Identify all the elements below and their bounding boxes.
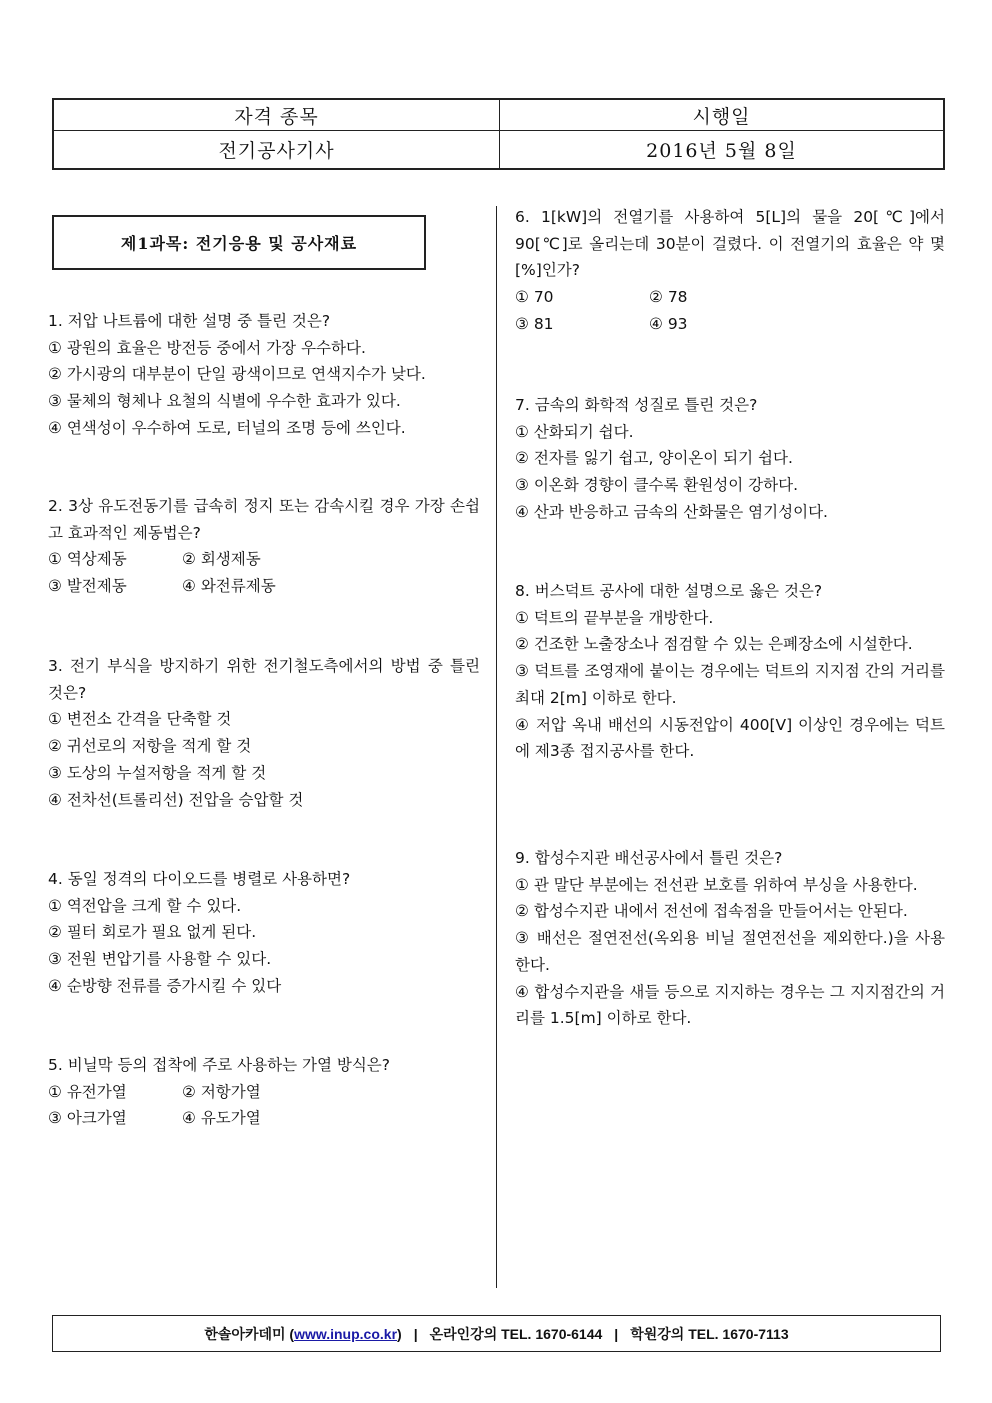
footer-academy <box>204 1324 401 1344</box>
options-grid <box>515 284 945 337</box>
option-4: ④ 순방향 전류를 증가시킬 수 있다 <box>48 976 282 995</box>
option-2: ② 회생제동 <box>182 550 261 569</box>
option-2: ② 저항가열 <box>182 1082 261 1101</box>
question-stem: 4. 동일 정격의 다이오드를 병렬로 사용하면? <box>48 870 351 888</box>
question-stem: 9. 합성수지관 배선공사에서 틀린 것은? <box>515 849 783 867</box>
question-stem: 2. 3상 유도전동기를 급속히 정지 또는 감속시킬 경우 가장 손쉽고 효과적인 제동법은? <box>48 497 480 542</box>
subject-title: 제1과목: 전기응용 및 공사재료 <box>52 215 426 270</box>
option-1: ① 역전압을 크게 할 수 있다. <box>48 896 242 915</box>
option-2: ② 가시광의 대부분이 단일 광색이므로 연색지수가 낮다. <box>48 365 426 384</box>
option-1: ① 광원의 효율은 방전등 중에서 가장 우수하다. <box>48 338 366 357</box>
option-4: ④ 합성수지관을 새들 등으로 지지하는 경우는 그 지지점간의 거리를 1.5[m] 이하로 한다. <box>515 982 945 1028</box>
option-2: ② 귀선로의 저항을 적게 할 것 <box>48 737 252 756</box>
question-4 <box>48 866 480 1000</box>
option-2: ② 합성수지관 내에서 전선에 접속점을 만들어서는 안된다. <box>515 902 908 921</box>
footer-offline-tel: 학원강의 TEL. 1670-7113 <box>630 1325 789 1342</box>
question-9 <box>515 845 945 1032</box>
option-1: ① 역상제동 <box>48 550 127 569</box>
option-1: ① 변전소 간격을 단축할 것 <box>48 710 232 729</box>
option-3: ③ 발전제동 <box>48 577 127 596</box>
option-3: ③ 이온화 경향이 클수록 환원성이 강하다. <box>515 476 799 495</box>
options-grid <box>48 1079 480 1132</box>
footer <box>52 1315 941 1352</box>
option-3: ③ 배선은 절연전선(옥외용 비닐 절연전선을 제외한다.)을 사용한다. <box>515 929 945 974</box>
exam-date-header: 시행일 <box>500 100 943 131</box>
option-1: ① 덕트의 끝부분을 개방한다. <box>515 608 714 627</box>
option-4: ④ 연색성이 우수하여 도로, 터널의 조명 등에 쓰인다. <box>48 418 406 437</box>
qualification-header: 자격 종목 <box>54 100 500 131</box>
option-1: ① 관 말단 부분에는 전선관 보호를 위하여 부싱을 사용한다. <box>515 875 918 894</box>
academy-name: 한솔아카데미 ( <box>204 1325 295 1342</box>
question-5 <box>48 1052 480 1132</box>
option-3: ③ 81 <box>515 314 554 333</box>
question-stem: 3. 전기 부식을 방지하기 위한 전기철도측에서의 방법 중 틀린 것은? <box>48 657 480 702</box>
exam-date-value: 2016년 5월 8일 <box>646 140 797 162</box>
question-2 <box>48 493 480 600</box>
question-3 <box>48 653 480 813</box>
question-stem: 5. 비닐막 등의 접착에 주로 사용하는 가열 방식은? <box>48 1056 390 1074</box>
footer-divider: | <box>614 1325 619 1342</box>
option-1: ① 70 <box>515 288 554 307</box>
academy-close-paren: ) <box>397 1325 402 1342</box>
footer-divider: | <box>413 1325 418 1342</box>
question-1 <box>48 308 480 442</box>
question-stem: 7. 금속의 화학적 성질로 틀린 것은? <box>515 396 758 414</box>
option-4: ④ 산과 반응하고 금속의 산화물은 염기성이다. <box>515 502 828 521</box>
option-2: ② 필터 회로가 필요 없게 된다. <box>48 923 257 942</box>
option-3: ③ 도상의 누설저항을 적게 할 것 <box>48 763 267 782</box>
question-stem: 6. 1[kW]의 전열기를 사용하여 5[L]의 물을 20[℃]에서 90[℃]로 올리는데 30분이 걸렸다. 이 전열기의 효율은 약 몇 [%]인가? <box>515 208 945 280</box>
exam-info-table <box>52 98 945 170</box>
question-stem: 1. 저압 나트륨에 대한 설명 중 틀린 것은? <box>48 312 331 330</box>
option-3: ③ 아크가열 <box>48 1109 127 1128</box>
option-1: ① 유전가열 <box>48 1082 127 1101</box>
option-3: ③ 덕트를 조영재에 붙이는 경우에는 덕트의 지지점 간의 거리를 최대 2[m] 이하로 한다. <box>515 662 945 707</box>
option-1: ① 산화되기 쉽다. <box>515 422 634 441</box>
option-4: ④ 93 <box>649 314 688 333</box>
option-2: ② 건조한 노출장소나 점검할 수 있는 은폐장소에 시설한다. <box>515 635 913 654</box>
qualification-value: 전기공사기사 <box>54 131 500 168</box>
option-4: ④ 와전류제동 <box>182 577 276 596</box>
options-grid <box>48 546 480 599</box>
question-stem: 8. 버스덕트 공사에 대한 설명으로 옳은 것은? <box>515 582 823 600</box>
academy-website-link[interactable]: www.inup.co.kr <box>294 1325 398 1342</box>
option-2: ② 78 <box>649 288 688 307</box>
question-6 <box>515 204 945 338</box>
option-4: ④ 유도가열 <box>182 1109 261 1128</box>
question-8 <box>515 578 945 765</box>
footer-online-tel: 온라인강의 TEL. 1670-6144 <box>429 1325 603 1342</box>
option-2: ② 전자를 잃기 쉽고, 양이온이 되기 쉽다. <box>515 449 793 468</box>
question-7 <box>515 392 945 526</box>
option-4: ④ 저압 옥내 배선의 시동전압이 400[V] 이상인 경우에는 덕트에 제3종 접지공사를 한다. <box>515 715 945 761</box>
column-divider <box>496 206 497 1288</box>
option-3: ③ 전원 변압기를 사용할 수 있다. <box>48 950 272 969</box>
option-3: ③ 물체의 형체나 요철의 식별에 우수한 효과가 있다. <box>48 392 401 411</box>
option-4: ④ 전차선(트롤리선) 전압을 승압할 것 <box>48 790 304 809</box>
